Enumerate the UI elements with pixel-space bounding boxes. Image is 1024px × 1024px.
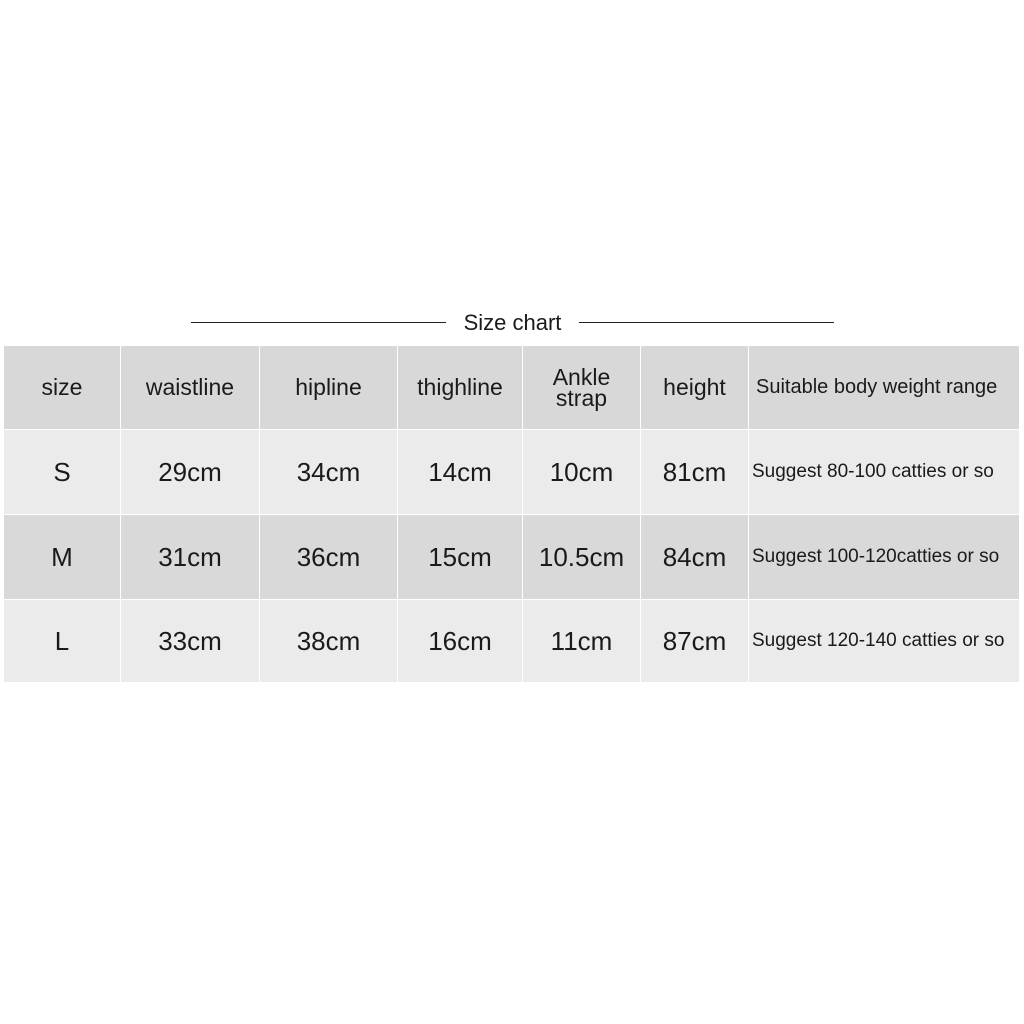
cell-hipline: 36cm (260, 515, 398, 600)
cell-height: 81cm (641, 430, 749, 515)
cell-waistline: 29cm (121, 430, 260, 515)
cell-hipline: 34cm (260, 430, 398, 515)
title-rule-left (191, 322, 446, 323)
cell-ankle-strap: 11cm (523, 600, 641, 683)
header-thighline: thighline (398, 346, 523, 430)
header-ankle-strap (523, 346, 641, 430)
title-rule-right (579, 322, 834, 323)
header-weight-range: Suitable body weight range (749, 346, 1020, 430)
cell-weight-range: Suggest 120-140 catties or so (749, 600, 1020, 683)
cell-thighline: 14cm (398, 430, 523, 515)
cell-hipline: 38cm (260, 600, 398, 683)
header-ankle-strap-line1: Ankle (552, 363, 611, 390)
cell-height: 87cm (641, 600, 749, 683)
cell-waistline: 33cm (121, 600, 260, 683)
header-height: height (641, 346, 749, 430)
table-row (4, 600, 1020, 683)
cell-weight-range: Suggest 100-120catties or so (749, 515, 1020, 600)
size-table (3, 345, 1020, 683)
header-hipline: hipline (260, 346, 398, 430)
cell-size: M (4, 515, 121, 600)
cell-waistline: 31cm (121, 515, 260, 600)
table-header-row (4, 346, 1020, 430)
cell-height: 84cm (641, 515, 749, 600)
table-row (4, 430, 1020, 515)
cell-size: L (4, 600, 121, 683)
cell-ankle-strap: 10.5cm (523, 515, 641, 600)
header-size: size (4, 346, 121, 430)
cell-thighline: 15cm (398, 515, 523, 600)
header-ankle-strap-line2: strap (555, 384, 608, 411)
table-row (4, 515, 1020, 600)
header-waistline: waistline (121, 346, 260, 430)
cell-thighline: 16cm (398, 600, 523, 683)
cell-weight-range: Suggest 80-100 catties or so (749, 430, 1020, 515)
cell-size: S (4, 430, 121, 515)
cell-ankle-strap: 10cm (523, 430, 641, 515)
chart-title: Size chart (463, 310, 562, 335)
